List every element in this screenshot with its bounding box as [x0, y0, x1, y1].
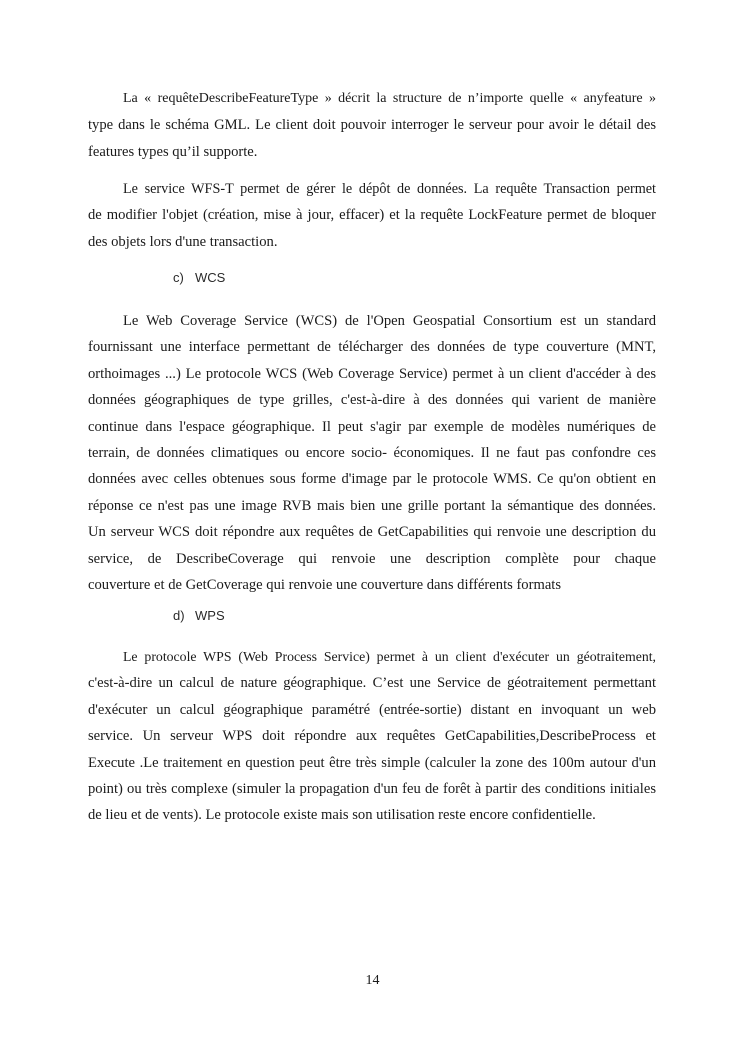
text-line: fournissant une interface permettant de télécharger des données de type couverture (MNT, [88, 339, 656, 356]
heading-marker: d) [173, 608, 185, 623]
text-line: d'exécuter un calcul géographique paramétré (entrée-sortie) distant en invoquant un web [88, 701, 656, 718]
heading-marker: c) [173, 270, 184, 285]
text-line: service. Un serveur WPS doit répondre aux requêtes GetCapabilities,DescribeProcess et [88, 728, 656, 745]
section-heading-wps [173, 608, 225, 623]
text-line: de lieu et de vents). Le protocole existe mais son utilisation reste encore confidentielle. [88, 807, 596, 824]
text-line: point) ou très complexe (simuler la propagation d'un feu de forêt à partir des conditions initiales [88, 780, 656, 797]
text-line: service, de DescribeCoverage qui renvoie une description complète pour chaque [88, 550, 656, 567]
text-line: orthoimages ...) Le protocole WCS (Web Coverage Service) permet à un client d'accéder à des [88, 365, 656, 382]
text-line: réponse ce n'est pas une image RVB mais bien une grille portant la sémantique des données. [88, 497, 656, 514]
paragraph-describe-feature-type [88, 86, 656, 165]
heading-title: WCS [195, 270, 226, 285]
text-line: features types qu’il supporte. [88, 143, 258, 160]
section-heading-wcs [173, 270, 225, 285]
paragraph-wcs [88, 308, 656, 598]
text-line: La « requêteDescribeFeatureType » décrit la structure de n’importe quelle « anyfeature » [123, 91, 656, 106]
paragraph-wfs-t [88, 176, 656, 255]
text-line: couverture et de GetCoverage qui renvoie une couverture dans différents formats [88, 576, 562, 593]
text-line: Un serveur WCS doit répondre aux requêtes de GetCapabilities qui renvoie une description du [88, 524, 656, 541]
text-line: de modifier l'objet (création, mise à jour, effacer) et la requête LockFeature permet de bloquer [88, 207, 656, 224]
text-line: type dans le schéma GML. Le client doit pouvoir interroger le serveur pour avoir le détail des [88, 117, 656, 134]
text-line: données avec celles obtenues sous forme d'image par le protocole WMS. Ce qu'on obtient en [88, 471, 656, 488]
text-line: Le service WFS-T permet de gérer le dépôt de données. La requête Transaction permet [123, 181, 656, 197]
heading-title: WPS [195, 608, 225, 623]
text-line: terrain, de données climatiques ou encore socio- économiques. Il ne faut pas confondre ces [88, 444, 656, 461]
text-line: des objets lors d'une transaction. [88, 233, 278, 250]
text-line: Le Web Coverage Service (WCS) de l'Open Geospatial Consortium est un standard [123, 313, 656, 329]
text-line: Execute .Le traitement en question peut être très simple (calculer la zone des 100m autour d'un [88, 754, 656, 771]
page-number: 14 [365, 973, 380, 988]
text-line: Le protocole WPS (Web Process Service) permet à un client d'exécuter un géotraitement, [123, 649, 656, 664]
text-line: continue dans l'espace géographique. Il peut s'agir par exemple de modèles numériques de [88, 418, 656, 435]
text-line: c'est-à-dire un calcul de nature géographique. C’est une Service de géotraitement permettant [88, 675, 656, 692]
text-line: données géographiques de type grilles, c'est-à-dire à des données qui varient de manière [88, 392, 656, 409]
paragraph-wps [88, 644, 656, 829]
